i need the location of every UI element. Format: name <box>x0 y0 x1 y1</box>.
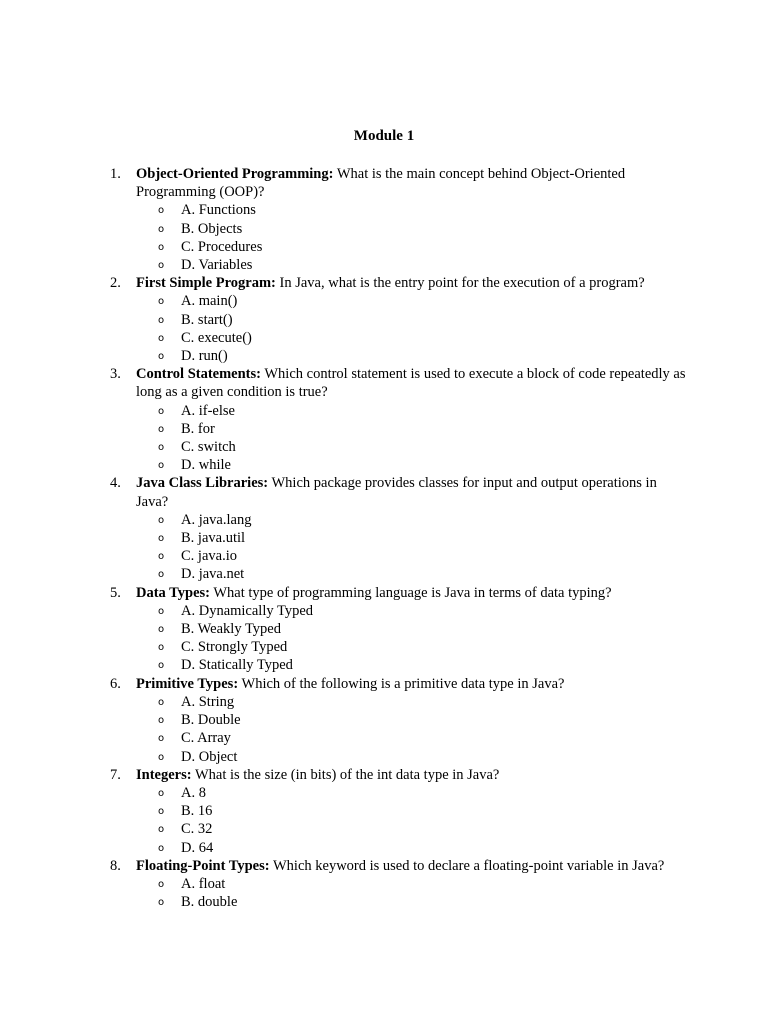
answer-option <box>136 820 688 838</box>
hollow-circle-bullet-icon: o <box>158 223 165 235</box>
hollow-circle-bullet-icon: o <box>158 696 165 708</box>
hollow-circle-bullet-icon: o <box>158 442 165 454</box>
option-list <box>136 875 688 911</box>
answer-option <box>136 402 688 420</box>
option-text: B. for <box>181 420 215 437</box>
option-text: A. Dynamically Typed <box>181 602 314 619</box>
question-text: What type of programming language is Java in terms of data typing? <box>213 584 612 601</box>
option-text: D. while <box>181 457 231 474</box>
hollow-circle-bullet-icon: o <box>158 405 165 417</box>
question-item <box>0 584 768 675</box>
answer-option <box>136 238 688 256</box>
hollow-circle-bullet-icon: o <box>158 624 165 636</box>
hollow-circle-bullet-icon: o <box>158 824 165 836</box>
option-list <box>136 511 688 584</box>
hollow-circle-bullet-icon: o <box>158 897 165 909</box>
hollow-circle-bullet-icon: o <box>158 733 165 745</box>
question-text: Which keyword is used to declare a floating-point variable in Java? <box>272 857 665 874</box>
option-text: A. Functions <box>181 202 256 219</box>
option-text: C. switch <box>181 439 236 456</box>
answer-option <box>136 784 688 802</box>
hollow-circle-bullet-icon: o <box>158 878 165 890</box>
question-number: 2. <box>110 275 121 292</box>
answer-option <box>136 656 688 674</box>
hollow-circle-bullet-icon: o <box>158 241 165 253</box>
answer-option <box>136 802 688 820</box>
hollow-circle-bullet-icon: o <box>158 842 165 854</box>
hollow-circle-bullet-icon: o <box>158 533 165 545</box>
option-text: A. if-else <box>181 402 235 419</box>
hollow-circle-bullet-icon: o <box>158 642 165 654</box>
question-topic: First Simple Program: <box>136 275 276 292</box>
option-list <box>136 602 688 675</box>
hollow-circle-bullet-icon: o <box>158 551 165 563</box>
answer-option <box>136 256 688 274</box>
question-item <box>0 365 768 474</box>
answer-option <box>136 511 688 529</box>
answer-option <box>136 638 688 656</box>
option-text: C. java.io <box>181 548 237 565</box>
question-number: 4. <box>110 475 121 492</box>
option-text: D. run() <box>181 348 228 365</box>
question-text: In Java, what is the entry point for the execution of a program? <box>279 275 645 292</box>
answer-option <box>136 311 688 329</box>
option-text: C. Array <box>181 730 231 747</box>
answer-option <box>136 420 688 438</box>
option-list <box>136 693 688 766</box>
question-item <box>0 675 768 766</box>
question-topic: Java Class Libraries: <box>136 475 269 492</box>
answer-option <box>136 729 688 747</box>
question-text: Which control statement is used to execute a block of code repeatedly as long as a given condition is true? <box>136 366 686 401</box>
question-text: What is the main concept behind Object-Oriented Programming (OOP)? <box>136 166 626 201</box>
option-text: D. Variables <box>181 257 253 274</box>
option-text: B. Weakly Typed <box>181 621 281 638</box>
answer-option <box>136 693 688 711</box>
option-text: B. Double <box>181 712 241 729</box>
answer-option <box>136 875 688 893</box>
question-text: Which of the following is a primitive data type in Java? <box>241 675 565 692</box>
answer-option <box>136 438 688 456</box>
question-item <box>0 274 768 365</box>
page-title: Module 1 <box>353 128 415 144</box>
hollow-circle-bullet-icon: o <box>158 514 165 526</box>
option-text: A. java.lang <box>181 511 252 528</box>
answer-option <box>136 893 688 911</box>
option-text: D. 64 <box>181 839 214 856</box>
answer-option <box>136 711 688 729</box>
option-text: A. 8 <box>181 784 206 801</box>
question-number: 8. <box>110 857 121 874</box>
option-text: B. start() <box>181 311 233 328</box>
option-text: B. java.util <box>181 530 246 547</box>
question-topic: Object-Oriented Programming: <box>136 166 334 182</box>
option-text: A. String <box>181 693 235 710</box>
question-topic: Control Statements: <box>136 366 261 383</box>
question-number: 6. <box>110 675 121 692</box>
question-text: What is the size (in bits) of the int data type in Java? <box>194 766 500 783</box>
question-topic: Floating-Point Types: <box>136 857 270 874</box>
hollow-circle-bullet-icon: o <box>158 806 165 818</box>
hollow-circle-bullet-icon: o <box>158 715 165 727</box>
question-topic: Integers: <box>136 766 192 783</box>
hollow-circle-bullet-icon: o <box>158 460 165 472</box>
hollow-circle-bullet-icon: o <box>158 351 165 363</box>
answer-option <box>136 220 688 238</box>
option-text: B. Objects <box>181 220 243 237</box>
question-topic: Data Types: <box>136 584 210 601</box>
option-text: C. Strongly Typed <box>181 639 288 656</box>
question-list <box>0 165 768 911</box>
answer-option <box>136 565 688 583</box>
question-number: 3. <box>110 366 121 383</box>
option-list <box>136 402 688 475</box>
option-text: A. float <box>181 875 226 892</box>
question-item <box>0 474 768 583</box>
hollow-circle-bullet-icon: o <box>158 660 165 672</box>
question-item <box>0 165 768 274</box>
question-item <box>0 766 768 857</box>
hollow-circle-bullet-icon: o <box>158 751 165 763</box>
question-number: 5. <box>110 584 121 601</box>
option-text: B. double <box>181 894 238 911</box>
option-text: C. execute() <box>181 329 252 346</box>
answer-option <box>136 748 688 766</box>
hollow-circle-bullet-icon: o <box>158 569 165 581</box>
hollow-circle-bullet-icon: o <box>158 296 165 308</box>
answer-option <box>136 529 688 547</box>
answer-option <box>136 329 688 347</box>
option-text: D. java.net <box>181 566 245 583</box>
hollow-circle-bullet-icon: o <box>158 260 165 272</box>
option-text: B. 16 <box>181 803 213 820</box>
option-text: A. main() <box>181 293 238 310</box>
answer-option <box>136 547 688 565</box>
hollow-circle-bullet-icon: o <box>158 787 165 799</box>
option-text: C. 32 <box>181 821 213 838</box>
option-text: D. Statically Typed <box>181 657 293 674</box>
option-list <box>136 201 688 274</box>
option-text: C. Procedures <box>181 238 263 255</box>
question-text: Which package provides classes for input and output operations in Java? <box>136 475 657 510</box>
question-item <box>0 857 768 912</box>
answer-option <box>136 839 688 857</box>
question-topic: Primitive Types: <box>136 675 239 692</box>
option-text: D. Object <box>181 748 238 765</box>
question-number: 1. <box>110 166 121 182</box>
option-list <box>136 292 688 365</box>
hollow-circle-bullet-icon: o <box>158 314 165 326</box>
hollow-circle-bullet-icon: o <box>158 605 165 617</box>
question-number: 7. <box>110 766 121 783</box>
answer-option <box>136 201 688 219</box>
hollow-circle-bullet-icon: o <box>158 423 165 435</box>
answer-option <box>136 456 688 474</box>
hollow-circle-bullet-icon: o <box>158 332 165 344</box>
answer-option <box>136 347 688 365</box>
option-list <box>136 784 688 857</box>
answer-option <box>136 292 688 310</box>
hollow-circle-bullet-icon: o <box>158 205 165 217</box>
answer-option <box>136 602 688 620</box>
answer-option <box>136 620 688 638</box>
